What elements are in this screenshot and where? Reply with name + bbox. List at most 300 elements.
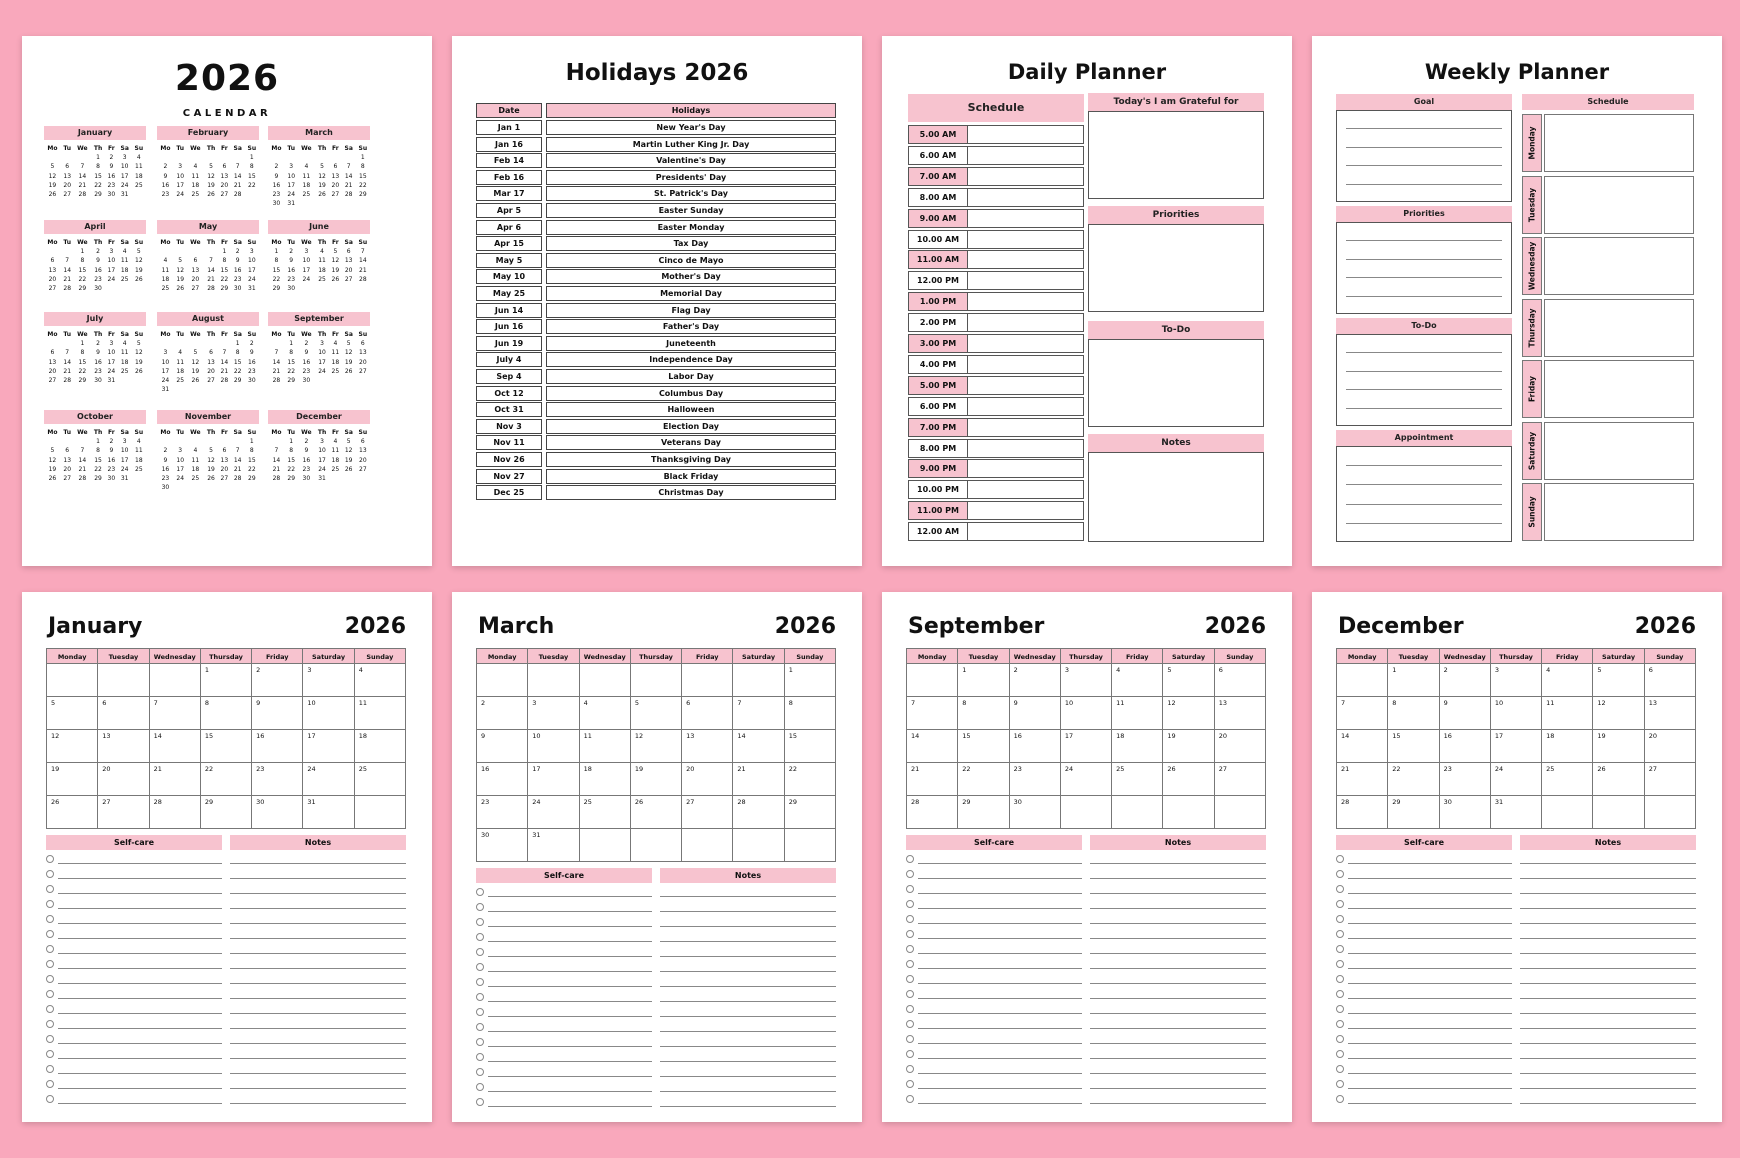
checkbox-circle[interactable] (46, 960, 54, 968)
weekday-label: We (77, 429, 88, 436)
checkbox-circle[interactable] (906, 915, 914, 923)
checkbox-circle[interactable] (476, 978, 484, 986)
day-cell[interactable]: 28 (150, 796, 201, 829)
day-cell: 29 (359, 191, 367, 199)
checkbox-circle[interactable] (476, 1098, 484, 1106)
weekday-label: Th (317, 331, 327, 338)
time-slot-entry[interactable] (968, 459, 1084, 478)
day-cell[interactable]: 30 (1440, 796, 1491, 829)
day-cell[interactable]: 18 (580, 763, 631, 796)
checkbox-circle[interactable] (476, 1008, 484, 1016)
day-cell[interactable]: 10 (303, 697, 354, 730)
day-cell[interactable]: 21 (733, 763, 784, 796)
day-cell[interactable]: 18 (1112, 730, 1163, 763)
week-row (157, 339, 259, 348)
day-cell[interactable]: 26 (631, 796, 682, 829)
day-cell[interactable]: 25 (580, 796, 631, 829)
checkbox-circle[interactable] (906, 945, 914, 953)
goal-box[interactable] (1336, 110, 1512, 202)
weekday-label: Tu (63, 239, 72, 246)
time-slot-entry[interactable] (968, 209, 1084, 228)
day-cell[interactable]: 19 (46, 763, 98, 796)
day-cell[interactable] (150, 664, 201, 697)
day-cell[interactable] (98, 664, 149, 697)
day-cell[interactable]: 31 (528, 829, 579, 862)
day-cell: 26 (344, 465, 353, 473)
time-slot-entry[interactable] (968, 271, 1084, 290)
day-cell[interactable] (906, 664, 958, 697)
day-cell: 19 (135, 266, 143, 274)
day-cell[interactable]: 30 (252, 796, 303, 829)
day-cell[interactable]: 5 (1163, 664, 1214, 697)
weekday-box[interactable] (1544, 114, 1694, 172)
mini-month (268, 312, 370, 394)
checkbox-circle[interactable] (476, 888, 484, 896)
checkbox-circle[interactable] (906, 900, 914, 908)
checkbox-circle[interactable] (46, 945, 54, 953)
day-cell[interactable]: 9 (252, 697, 303, 730)
weekday-label: We (301, 429, 312, 436)
time-slot-entry[interactable] (968, 522, 1084, 541)
checkbox-circle[interactable] (1336, 975, 1344, 983)
checkbox-circle[interactable] (476, 918, 484, 926)
day-cell[interactable]: 15 (785, 730, 836, 763)
day-cell: 13 (344, 257, 353, 265)
weekly-priorities-box[interactable] (1336, 222, 1512, 314)
checkbox-circle[interactable] (46, 900, 54, 908)
notes-box[interactable] (1088, 452, 1264, 542)
checkbox-circle[interactable] (46, 885, 54, 893)
day-cell[interactable] (580, 664, 631, 697)
day-cell[interactable]: 24 (528, 796, 579, 829)
checkbox-circle[interactable] (46, 1095, 54, 1103)
day-cell[interactable] (1163, 796, 1214, 829)
day-cell: 21 (63, 275, 72, 283)
checkbox-circle[interactable] (46, 1005, 54, 1013)
day-cell[interactable]: 9 (1440, 697, 1491, 730)
day-cell[interactable]: 12 (1593, 697, 1644, 730)
checkbox-circle[interactable] (46, 870, 54, 878)
time-slot-entry[interactable] (968, 230, 1084, 249)
weekday-label: Su (358, 239, 368, 246)
day-cell[interactable]: 6 (682, 697, 733, 730)
day-cell[interactable] (631, 829, 682, 862)
holiday-name: Easter Sunday (546, 203, 836, 218)
day-cell[interactable]: 19 (631, 763, 682, 796)
day-cell[interactable]: 1 (1388, 664, 1439, 697)
day-cell[interactable] (355, 796, 406, 829)
day-cell[interactable] (733, 664, 784, 697)
day-cell[interactable]: 13 (682, 730, 733, 763)
day-cell: 14 (78, 456, 87, 464)
day-cell[interactable]: 21 (150, 763, 201, 796)
checkbox-circle[interactable] (906, 1020, 914, 1028)
checkbox-circle[interactable] (46, 930, 54, 938)
day-cell[interactable]: 27 (1645, 763, 1696, 796)
weekly-todo-box[interactable] (1336, 334, 1512, 426)
day-cell[interactable]: 12 (631, 730, 682, 763)
day-cell[interactable]: 19 (1163, 730, 1214, 763)
day-cell[interactable]: 9 (476, 730, 528, 763)
day-cell[interactable]: 19 (1593, 730, 1644, 763)
checkbox-circle[interactable] (1336, 960, 1344, 968)
day-cell[interactable]: 4 (355, 664, 406, 697)
day-cell: 8 (289, 349, 294, 357)
week-row (44, 437, 146, 446)
weekday-label: Fr (332, 239, 339, 246)
day-cell[interactable]: 20 (1215, 730, 1266, 763)
writing-line (1346, 523, 1502, 524)
day-cell[interactable] (733, 829, 784, 862)
day-cell[interactable] (528, 664, 579, 697)
day-cell[interactable]: 13 (1645, 697, 1696, 730)
day-cell[interactable]: 17 (303, 730, 354, 763)
day-cell[interactable]: 16 (476, 763, 528, 796)
time-slot-entry[interactable] (968, 439, 1084, 458)
day-cell[interactable]: 6 (1215, 664, 1266, 697)
day-cell[interactable]: 26 (46, 796, 98, 829)
time-slot-entry[interactable] (968, 125, 1084, 144)
checkbox-circle[interactable] (906, 930, 914, 938)
day-cell[interactable] (1112, 796, 1163, 829)
checkbox-circle[interactable] (906, 1050, 914, 1058)
weekday-label: Su (134, 429, 144, 436)
day-cell[interactable]: 2 (1010, 664, 1061, 697)
day-cell[interactable]: 11 (1542, 697, 1593, 730)
day-cell[interactable]: 7 (906, 697, 958, 730)
day-cell: 4 (136, 438, 141, 446)
day-cell[interactable]: 2 (476, 697, 528, 730)
checkbox-circle[interactable] (1336, 1035, 1344, 1043)
day-cell[interactable]: 1 (958, 664, 1009, 697)
checkbox-circle[interactable] (1336, 870, 1344, 878)
day-cell[interactable]: 1 (785, 664, 836, 697)
weekday-box[interactable] (1544, 237, 1694, 295)
week-row (44, 385, 146, 394)
checkbox-circle[interactable] (46, 855, 54, 863)
todo-box[interactable] (1088, 339, 1264, 427)
day-cell[interactable]: 14 (150, 730, 201, 763)
day-cell[interactable]: 15 (201, 730, 252, 763)
day-cell: 4 (333, 438, 338, 446)
day-cell[interactable]: 8 (201, 697, 252, 730)
checkbox-circle[interactable] (476, 1053, 484, 1061)
day-cell[interactable]: 27 (98, 796, 149, 829)
checkbox-circle[interactable] (906, 1080, 914, 1088)
checkbox-circle[interactable] (476, 948, 484, 956)
checkbox-circle[interactable] (476, 1068, 484, 1076)
checkbox-circle[interactable] (906, 975, 914, 983)
checkbox-circle[interactable] (1336, 915, 1344, 923)
weekday-box[interactable] (1544, 422, 1694, 480)
weekday-tab (1522, 176, 1542, 234)
day-cell (218, 385, 231, 394)
weekday-box[interactable] (1544, 483, 1694, 541)
selfcare-line (58, 953, 222, 954)
day-cell[interactable]: 27 (1215, 763, 1266, 796)
day-cell[interactable] (1593, 796, 1644, 829)
day-cell[interactable]: 23 (476, 796, 528, 829)
weekday-row (44, 330, 146, 339)
week-row (268, 162, 370, 171)
day-cell (245, 385, 259, 394)
day-cell[interactable]: 5 (46, 697, 98, 730)
day-cell[interactable] (476, 664, 528, 697)
day-cell[interactable]: 29 (785, 796, 836, 829)
checkbox-circle[interactable] (46, 915, 54, 923)
holiday-name: Juneteenth (546, 336, 836, 351)
day-cell[interactable]: 23 (1440, 763, 1491, 796)
day-cell[interactable]: 7 (150, 697, 201, 730)
day-cell[interactable]: 11 (580, 730, 631, 763)
day-cell[interactable]: 22 (201, 763, 252, 796)
notes-line (1520, 1103, 1696, 1104)
day-cell[interactable]: 22 (958, 763, 1009, 796)
time-slot-entry[interactable] (968, 188, 1084, 207)
checkbox-circle[interactable] (906, 990, 914, 998)
holiday-date: May 5 (476, 253, 542, 268)
checkbox-circle[interactable] (46, 975, 54, 983)
day-cell[interactable]: 7 (733, 697, 784, 730)
checkbox-circle[interactable] (46, 1080, 54, 1088)
day-cell[interactable]: 13 (1215, 697, 1266, 730)
day-cell[interactable]: 12 (1163, 697, 1214, 730)
time-slot-entry[interactable] (968, 376, 1084, 395)
selfcare-line (1348, 983, 1512, 984)
day-cell[interactable]: 24 (303, 763, 354, 796)
checkbox-circle[interactable] (1336, 855, 1344, 863)
day-cell[interactable]: 28 (733, 796, 784, 829)
day-cell[interactable]: 17 (528, 763, 579, 796)
day-cell[interactable]: 28 (906, 796, 958, 829)
day-cell[interactable]: 2 (252, 664, 303, 697)
checkbox-circle[interactable] (1336, 1095, 1344, 1103)
checkbox-circle[interactable] (1336, 1080, 1344, 1088)
checkbox-circle[interactable] (1336, 900, 1344, 908)
day-cell[interactable]: 20 (98, 763, 149, 796)
day-cell[interactable] (46, 664, 98, 697)
checkbox-circle[interactable] (906, 885, 914, 893)
day-cell[interactable] (682, 829, 733, 862)
grateful-box[interactable] (1088, 111, 1264, 199)
checkbox-circle[interactable] (476, 993, 484, 1001)
day-cell[interactable]: 29 (1388, 796, 1439, 829)
checkbox-circle[interactable] (46, 1050, 54, 1058)
day-cell: 25 (302, 191, 311, 199)
checkbox-circle[interactable] (1336, 885, 1344, 893)
checkbox-circle[interactable] (46, 1020, 54, 1028)
checkbox-circle[interactable] (906, 1095, 914, 1103)
time-slot-entry[interactable] (968, 480, 1084, 499)
weekday-box[interactable] (1544, 360, 1694, 418)
week-row (268, 376, 370, 385)
day-cell[interactable]: 23 (252, 763, 303, 796)
day-cell[interactable]: 11 (355, 697, 406, 730)
day-cell[interactable]: 11 (1112, 697, 1163, 730)
time-slot-entry[interactable] (968, 355, 1084, 374)
day-cell[interactable]: 8 (785, 697, 836, 730)
day-cell: 3 (122, 154, 127, 162)
day-cell[interactable]: 24 (1061, 763, 1112, 796)
day-cell[interactable]: 30 (476, 829, 528, 862)
day-cell[interactable]: 4 (580, 697, 631, 730)
day-cell[interactable] (1336, 664, 1388, 697)
time-slot-entry[interactable] (968, 418, 1084, 437)
checkbox-circle[interactable] (906, 1065, 914, 1073)
day-cell[interactable]: 14 (1336, 730, 1388, 763)
day-cell: 17 (302, 266, 311, 274)
day-cell[interactable]: 25 (355, 763, 406, 796)
day-cell[interactable] (1542, 796, 1593, 829)
day-cell[interactable]: 20 (682, 763, 733, 796)
day-cell[interactable]: 17 (1061, 730, 1112, 763)
time-slot-entry[interactable] (968, 334, 1084, 353)
day-cell: 10 (107, 349, 116, 357)
checkbox-circle[interactable] (1336, 990, 1344, 998)
checkbox-circle[interactable] (476, 903, 484, 911)
day-cell[interactable]: 10 (1061, 697, 1112, 730)
checkbox-circle[interactable] (46, 990, 54, 998)
day-cell[interactable]: 18 (1542, 730, 1593, 763)
week-row (44, 284, 146, 293)
day-cell[interactable]: 29 (201, 796, 252, 829)
time-slot-entry[interactable] (968, 146, 1084, 165)
time-slot-entry[interactable] (968, 313, 1084, 332)
time-slot-entry[interactable] (968, 292, 1084, 311)
day-cell: 15 (248, 172, 256, 180)
writing-line (1346, 389, 1502, 390)
day-cell[interactable]: 6 (1645, 664, 1696, 697)
time-slot-entry[interactable] (968, 250, 1084, 269)
checkbox-circle[interactable] (46, 1065, 54, 1073)
checkbox-circle[interactable] (906, 1035, 914, 1043)
day-cell[interactable]: 20 (1645, 730, 1696, 763)
day-cell[interactable] (1215, 796, 1266, 829)
checkbox-circle[interactable] (476, 933, 484, 941)
checkbox-circle[interactable] (906, 855, 914, 863)
day-cell[interactable]: 13 (98, 730, 149, 763)
checkbox-circle[interactable] (476, 963, 484, 971)
time-slot-entry[interactable] (968, 167, 1084, 186)
day-cell[interactable]: 14 (906, 730, 958, 763)
checkbox-circle[interactable] (1336, 1020, 1344, 1028)
checkbox-circle[interactable] (476, 1023, 484, 1031)
day-cell[interactable]: 14 (733, 730, 784, 763)
day-cell (285, 293, 298, 302)
day-cell: 2 (289, 248, 294, 256)
day-cell[interactable]: 26 (1163, 763, 1214, 796)
day-cell[interactable]: 3 (1491, 664, 1542, 697)
day-cell[interactable] (1645, 796, 1696, 829)
day-cell[interactable]: 16 (252, 730, 303, 763)
week-row (44, 247, 146, 256)
time-slot-entry[interactable] (968, 501, 1084, 520)
day-cell: 6 (193, 257, 198, 265)
day-cell[interactable]: 28 (1336, 796, 1388, 829)
weekday-label: Mo (160, 429, 171, 436)
day-cell[interactable]: 16 (1010, 730, 1061, 763)
day-cell[interactable]: 8 (958, 697, 1009, 730)
checkbox-circle[interactable] (476, 1038, 484, 1046)
day-cell[interactable]: 1 (201, 664, 252, 697)
checkbox-circle[interactable] (1336, 1065, 1344, 1073)
day-cell[interactable]: 16 (1440, 730, 1491, 763)
day-cell[interactable]: 12 (46, 730, 98, 763)
day-cell[interactable]: 31 (303, 796, 354, 829)
weekday-box[interactable] (1544, 299, 1694, 357)
day-cell (356, 293, 370, 302)
day-cell[interactable]: 6 (98, 697, 149, 730)
checkbox-circle[interactable] (1336, 1050, 1344, 1058)
day-cell[interactable]: 3 (1061, 664, 1112, 697)
day-cell[interactable]: 21 (906, 763, 958, 796)
day-cell[interactable]: 5 (631, 697, 682, 730)
day-cell[interactable]: 29 (958, 796, 1009, 829)
day-cell[interactable]: 9 (1010, 697, 1061, 730)
day-cell[interactable]: 24 (1491, 763, 1542, 796)
checkbox-circle[interactable] (46, 1035, 54, 1043)
checkbox-circle[interactable] (476, 1083, 484, 1091)
checkbox-circle[interactable] (1336, 1005, 1344, 1013)
checkbox-circle[interactable] (1336, 945, 1344, 953)
day-cell[interactable]: 26 (1593, 763, 1644, 796)
day-cell[interactable]: 4 (1112, 664, 1163, 697)
day-cell[interactable]: 3 (303, 664, 354, 697)
day-cell (44, 247, 61, 256)
day-cell[interactable]: 30 (1010, 796, 1061, 829)
day-cell[interactable]: 25 (1112, 763, 1163, 796)
day-cell[interactable]: 27 (682, 796, 733, 829)
appointment-box[interactable] (1336, 446, 1512, 542)
day-cell[interactable]: 21 (1336, 763, 1388, 796)
day-cell[interactable] (631, 664, 682, 697)
selfcare-line (1348, 1103, 1512, 1104)
day-cell[interactable]: 15 (958, 730, 1009, 763)
day-cell[interactable] (580, 829, 631, 862)
day-cell[interactable]: 22 (785, 763, 836, 796)
day-cell[interactable]: 15 (1388, 730, 1439, 763)
checkbox-circle[interactable] (906, 870, 914, 878)
day-cell[interactable] (785, 829, 836, 862)
day-cell[interactable]: 25 (1542, 763, 1593, 796)
time-slot-entry[interactable] (968, 397, 1084, 416)
day-cell[interactable]: 4 (1542, 664, 1593, 697)
day-cell[interactable]: 5 (1593, 664, 1644, 697)
day-cell[interactable]: 7 (1336, 697, 1388, 730)
day-cell[interactable] (1061, 796, 1112, 829)
weekday-box[interactable] (1544, 176, 1694, 234)
day-cell[interactable]: 31 (1491, 796, 1542, 829)
day-cell[interactable]: 10 (528, 730, 579, 763)
weekday-label: Wednesday (580, 648, 631, 664)
day-cell[interactable]: 3 (528, 697, 579, 730)
day-cell[interactable]: 18 (355, 730, 406, 763)
day-cell[interactable]: 17 (1491, 730, 1542, 763)
day-cell[interactable]: 23 (1010, 763, 1061, 796)
checkbox-circle[interactable] (1336, 930, 1344, 938)
day-cell[interactable]: 8 (1388, 697, 1439, 730)
day-cell[interactable] (682, 664, 733, 697)
day-cell[interactable]: 2 (1440, 664, 1491, 697)
selfcare-line (1348, 938, 1512, 939)
checkbox-circle[interactable] (906, 960, 914, 968)
priorities-box[interactable] (1088, 224, 1264, 312)
day-cell: 4 (136, 154, 141, 162)
selfcare-line (488, 1046, 652, 1047)
checkbox-circle[interactable] (906, 1005, 914, 1013)
day-cell[interactable]: 22 (1388, 763, 1439, 796)
day-cell[interactable]: 10 (1491, 697, 1542, 730)
